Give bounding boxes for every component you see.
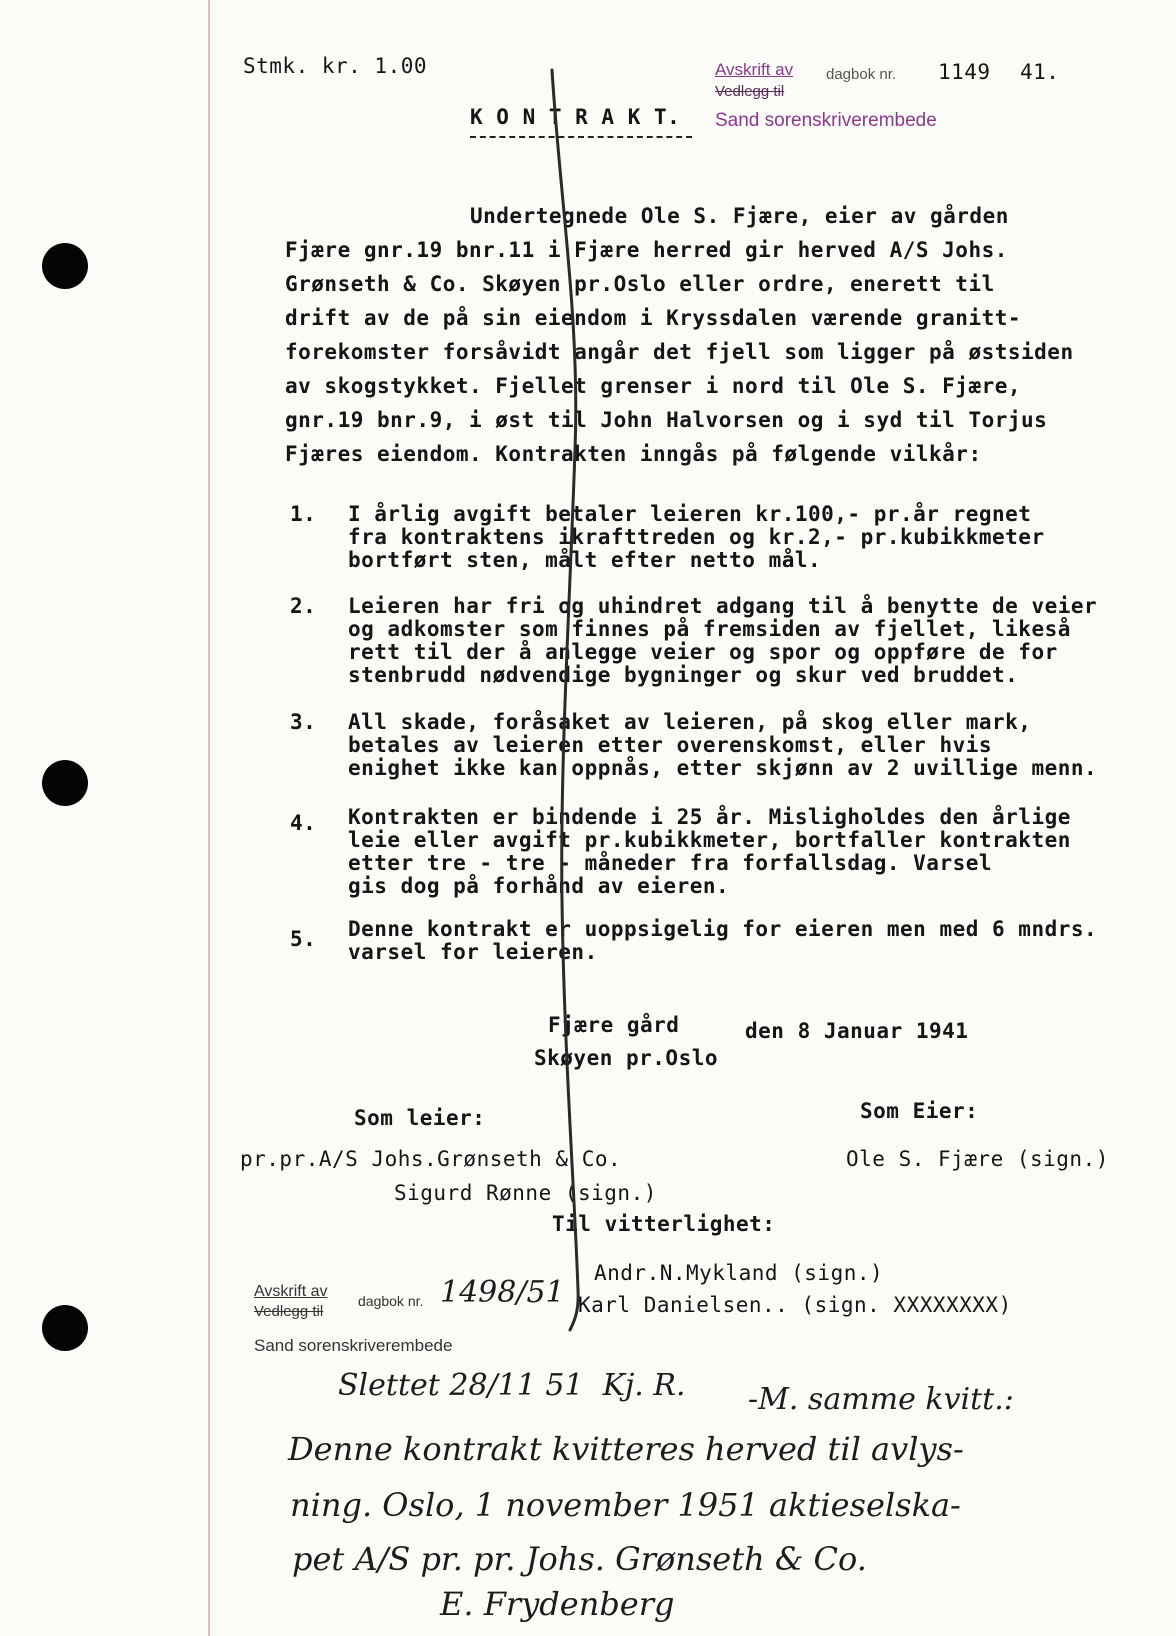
place-line: Skøyen pr.Oslo [534, 1046, 719, 1070]
owner-label: Som Eier: [860, 1099, 979, 1123]
document-title: K O N T R A K T. [470, 105, 681, 129]
handwritten-line: -M. samme kvitt.: [748, 1382, 1014, 1417]
stamp2-vedlegg: Vedlegg til [254, 1303, 324, 1320]
clause-line: varsel for leieren. [348, 940, 598, 964]
owner-signer: Ole S. Fjære (sign.) [846, 1147, 1109, 1171]
body-line: av skogstykket. Fjellet grenser i nord til Ole S. Fjære, [285, 374, 1022, 398]
clause-number: 1. [290, 502, 317, 526]
handwritten-line: Denne kontrakt kvitteres herved til avlys- [288, 1430, 964, 1468]
clause-line: gis dog på forhånd av eieren. [348, 874, 730, 898]
clause-number: 3. [290, 710, 317, 734]
clause-line: rett til der å anlegge veier og spor og oppføre de for [348, 640, 1058, 664]
clause-line: I årlig avgift betaler leieren kr.100,- pr.år regnet [348, 502, 1032, 526]
stamp-year: 41. [1020, 60, 1060, 84]
body-line: gnr.19 bnr.9, i øst til John Halvorsen og i syd til Torjus [285, 408, 1048, 432]
witness-label: Til vitterlighet: [552, 1212, 776, 1236]
tenant-signer: Sigurd Rønne (sign.) [394, 1181, 657, 1205]
stamp-sorenskriver: Sand sorenskriverembede [715, 110, 937, 131]
contract-date: den 8 Januar 1941 [745, 1019, 969, 1043]
tenant-label: Som leier: [354, 1106, 486, 1130]
witness-signer: Karl Danielsen.. (sign. XXXXXXXX) [578, 1293, 1012, 1317]
handwritten-signature: E. Frydenberg [440, 1585, 675, 1623]
clause-line: Leieren har fri og uhindret adgang til å benytte de veier [348, 594, 1098, 618]
body-line: drift av de på sin eiendom i Kryssdalen værende granitt- [285, 306, 1022, 330]
handwritten-line: Slettet 28/11 51 Kj. R. [338, 1368, 686, 1403]
body-line: Fjæres eiendom. Kontrakten inngås på følgende vilkår: [285, 442, 982, 466]
body-line: Undertegnede Ole S. Fjære, eier av gården [470, 204, 1009, 228]
stamp-avskrift: Avskrift av [715, 60, 794, 79]
clause-line: Denne kontrakt er uoppsigelig for eieren men med 6 mndrs. [348, 917, 1098, 941]
stamp-number: 1149 [938, 60, 991, 84]
body-line: Fjære gnr.19 bnr.11 i Fjære herred gir herved A/S Johs. [285, 238, 1008, 262]
tenant-company: pr.pr.A/S Johs.Grønseth & Co. [240, 1147, 622, 1171]
body-line: forekomster forsåvidt angår det fjell som ligger på østsiden [285, 340, 1074, 364]
clause-line: Kontrakten er bindende i 25 år. Misligholdes den årlige [348, 805, 1071, 829]
place-line: Fjære gård [548, 1013, 680, 1037]
clause-line: fra kontraktens ikrafttreden og kr.2,- pr.kubikkmeter [348, 525, 1045, 549]
stamp2-sorenskriver: Sand sorenskriverembede [254, 1336, 453, 1355]
clause-number: 4. [290, 811, 317, 835]
handwritten-line: ning. Oslo, 1 november 1951 aktieselska- [290, 1486, 961, 1524]
clause-number: 2. [290, 594, 317, 618]
clause-line: og adkomster som finnes på fremsiden av fjellet, likeså [348, 617, 1071, 641]
clause-line: All skade, foråsaket av leieren, på skog eller mark, [348, 710, 1032, 734]
clause-line: enighet ikke kan oppnås, etter skjønn av 2 uvillige menn. [348, 756, 1098, 780]
body-line: Grønseth & Co. Skøyen pr.Oslo eller ordre, enerett til [285, 272, 995, 296]
stamp-fee: Stmk. kr. 1.00 [243, 54, 428, 78]
stamp2-dagbok: dagbok nr. [358, 1293, 424, 1309]
handwritten-line: pet A/S pr. pr. Johs. Grønseth & Co. [292, 1540, 867, 1578]
stamp-dagbok: dagbok nr. [826, 66, 897, 83]
witness-signer: Andr.N.Mykland (sign.) [594, 1261, 884, 1285]
clause-line: stenbrudd nødvendige bygninger og skur ved bruddet. [348, 663, 1019, 687]
stamp2-number: 1498/51 [440, 1275, 565, 1310]
clause-line: leie eller avgift pr.kubikkmeter, bortfaller kontrakten [348, 828, 1071, 852]
clause-number: 5. [290, 927, 317, 951]
stamp2-avskrift: Avskrift av [254, 1283, 328, 1300]
clause-line: bortført sten, målt efter netto mål. [348, 548, 822, 572]
clause-line: betales av leieren etter overenskomst, eller hvis [348, 733, 993, 757]
clause-line: etter tre - tre - måneder fra forfallsdag. Varsel [348, 851, 993, 875]
stamp-vedlegg: Vedlegg til [715, 83, 785, 100]
